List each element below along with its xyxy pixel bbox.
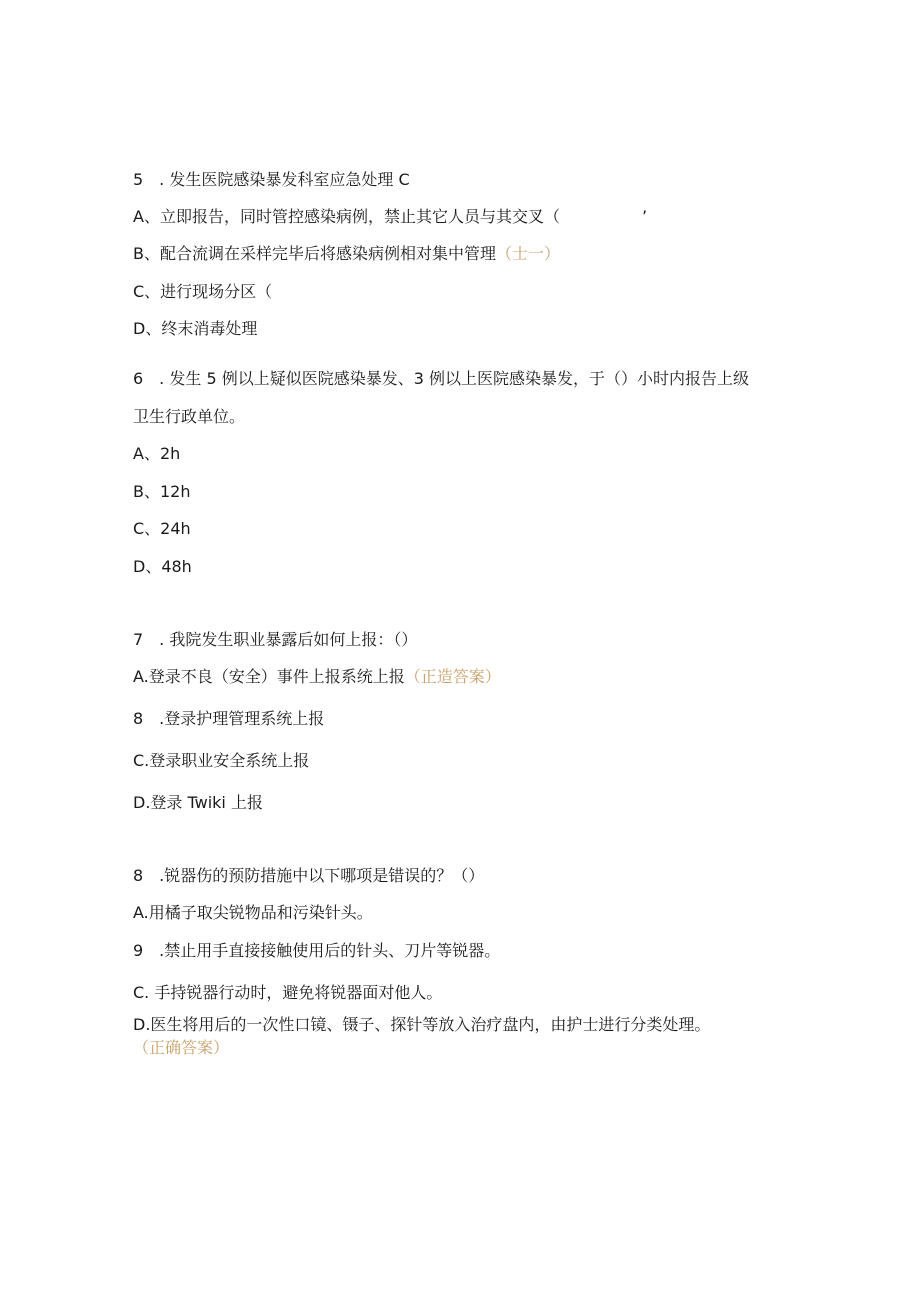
- q6-stem-line1: 6 . 发生 5 例以上疑似医院感染暴发、3 例以上医院感染暴发，于（）小时内报告上级: [133, 369, 749, 388]
- q6-option-b: B、12h: [133, 482, 191, 501]
- q7-option-d: D.登录 Twiki 上报: [133, 793, 263, 812]
- q8-option-d-hint: （正确答案）: [133, 1038, 230, 1057]
- q5-option-b: [133, 243, 560, 265]
- q6-option-d: D、48h: [133, 557, 192, 576]
- q5-option-b-text: B、配合流调在采样完毕后将感染病例相对集中管理: [133, 244, 496, 263]
- q8-option-b: 9 .禁止用手直接接触使用后的针头、刀片等锐器。: [133, 941, 501, 960]
- q5-option-a-text: A、立即报告，同时管控感染病例，禁止其它人员与其交叉（: [133, 207, 560, 226]
- q5-option-b-hint: （士一）: [495, 244, 560, 263]
- q7-option-a-hint: （正造答案）: [404, 667, 501, 686]
- q8-option-a: A.用橘子取尖锐物品和污染针头。: [133, 903, 373, 922]
- q5-stem: 5 . 发生医院感染暴发科室应急处理 C: [133, 170, 410, 189]
- q5-option-a-tail: ’: [641, 207, 648, 226]
- q6-option-a: A、2h: [133, 444, 181, 463]
- q6-option-c: C、24h: [133, 519, 191, 538]
- q8-option-c: C. 手持锐器行动时，避免将锐器面对他人。: [133, 983, 443, 1002]
- q7-stem: 7 . 我院发生职业暴露后如何上报：（）: [133, 630, 418, 649]
- q7-option-b: 8 .登录护理管理系统上报: [133, 709, 325, 728]
- q7-option-a-text: A.登录不良（安全）事件上报系统上报: [133, 667, 405, 686]
- q6-stem-line2: 卫生行政单位。: [133, 407, 246, 426]
- q8-option-d: D.医生将用后的一次性口镜、镊子、探针等放入治疗盘内，由护士进行分类处理。: [133, 1015, 711, 1034]
- q5-option-a: [133, 206, 647, 228]
- q5-option-c: C、进行现场分区（: [133, 282, 273, 301]
- q7-option-c: C.登录职业安全系统上报: [133, 751, 310, 770]
- q7-option-a: [133, 666, 501, 688]
- q5-option-d: D、终末消毒处理: [133, 319, 258, 338]
- q8-stem: 8 .锐器伤的预防措施中以下哪项是错误的？（）: [133, 866, 485, 885]
